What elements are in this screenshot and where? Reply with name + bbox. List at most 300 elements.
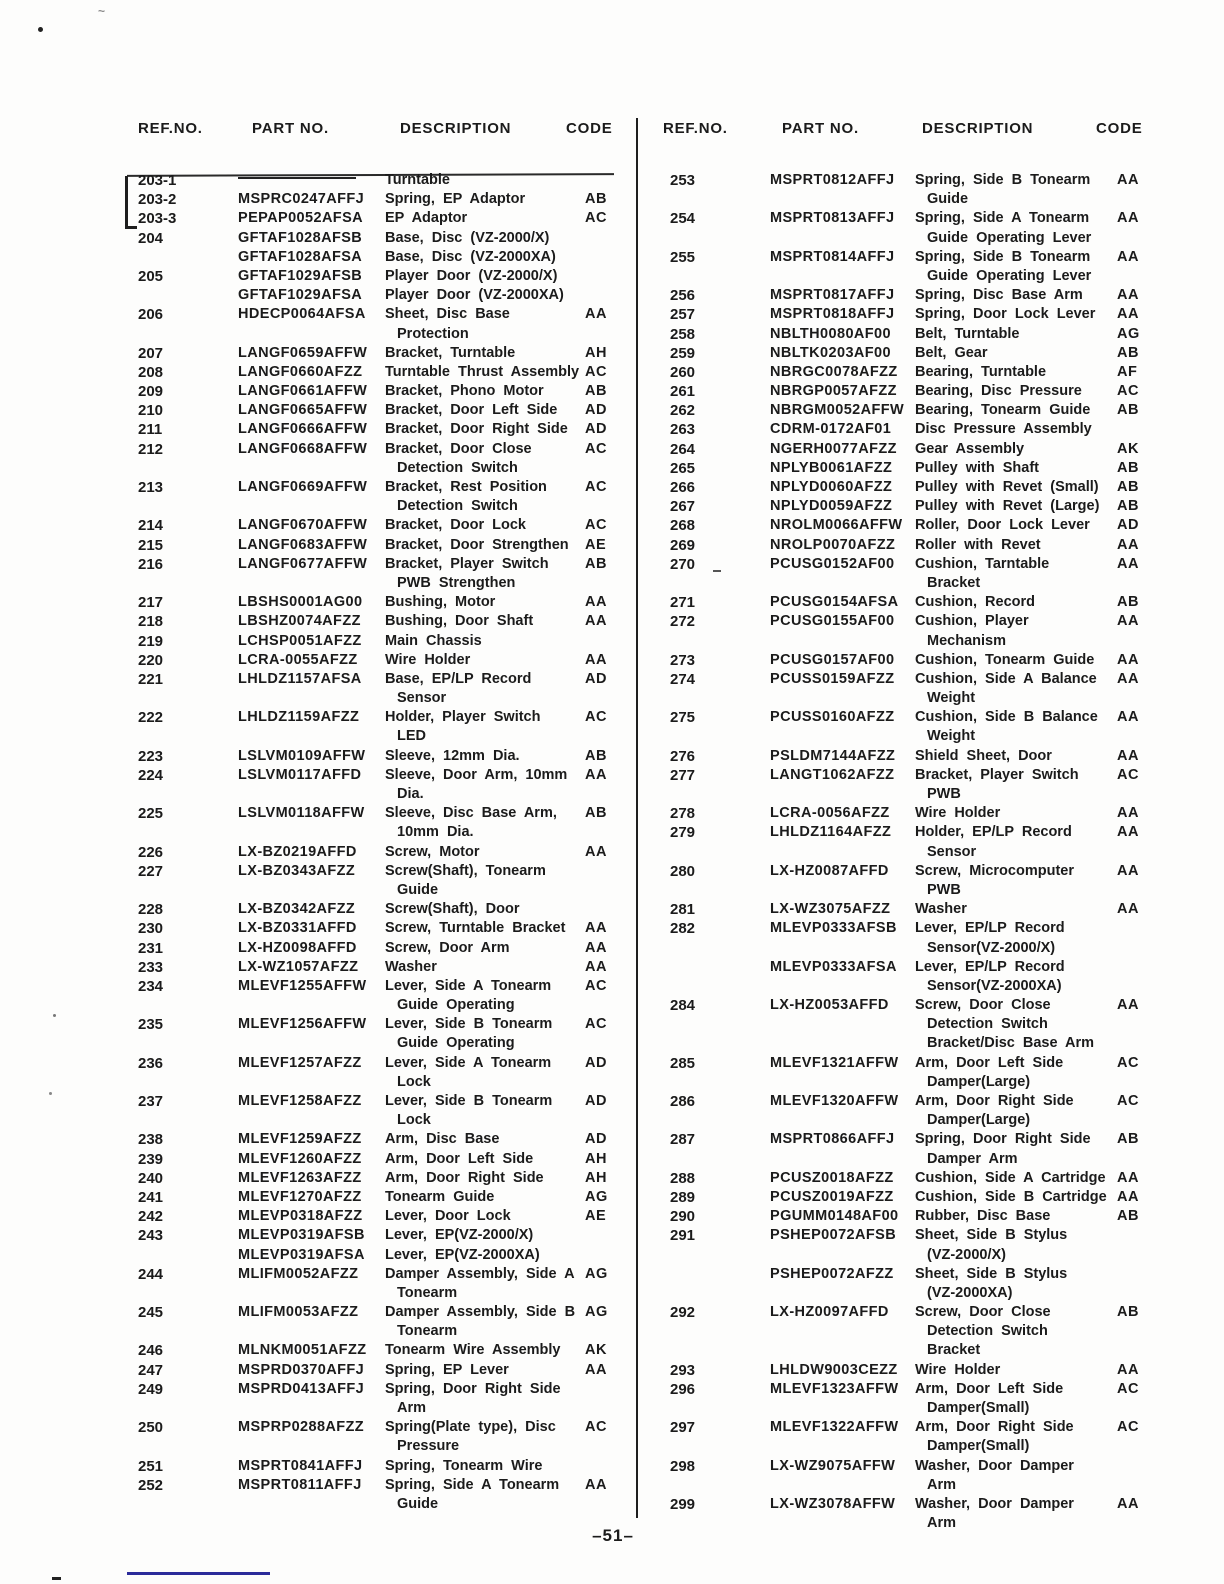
- table-row: [652, 785, 1144, 804]
- code-cell: [1117, 1073, 1144, 1092]
- ref-no-cell: 281: [670, 901, 696, 919]
- table-row: [127, 286, 614, 305]
- description-cell: Rubber, Disc Base: [915, 1208, 1051, 1225]
- table-row: [652, 823, 1144, 842]
- table-row: [652, 1399, 1144, 1418]
- ref-no-cell: [652, 1322, 770, 1341]
- description-cell: Damper(Small): [927, 1438, 1030, 1455]
- part-no-cell: [238, 1322, 385, 1341]
- code-cell: [585, 1437, 614, 1456]
- parts-table-left-column: [127, 171, 614, 1514]
- table-row: [652, 574, 1144, 593]
- ref-no-cell: [652, 1476, 770, 1495]
- part-no-cell: PCUSS0159AFZZ: [770, 670, 895, 687]
- ref-no-cell: [652, 843, 770, 862]
- code-cell: AB: [1117, 1304, 1139, 1321]
- description-cell: Pulley with Shaft: [915, 459, 1040, 476]
- part-no-cell: LBSHZ0074AFZZ: [238, 613, 361, 630]
- code-cell: AA: [1117, 862, 1139, 879]
- code-cell: AC: [585, 479, 607, 495]
- ref-no-cell: 278: [670, 805, 696, 823]
- table-row: [652, 555, 1144, 574]
- part-no-cell: LANGF0661AFFW: [238, 383, 368, 400]
- code-cell: AA: [585, 1361, 607, 1378]
- header-ref-no-right: REF.NO.: [663, 120, 728, 137]
- code-cell: [1117, 1476, 1144, 1495]
- ref-no-cell: 289: [670, 1188, 696, 1206]
- code-cell: [585, 1111, 614, 1130]
- table-row: [652, 1418, 1144, 1437]
- ref-no-cell: 290: [670, 1208, 696, 1226]
- part-no-cell: [238, 1111, 385, 1130]
- header-ref-no-left: REF.NO.: [138, 120, 203, 137]
- description-cell: Screw(Shaft), Door: [385, 901, 520, 918]
- code-cell: AA: [1117, 1169, 1139, 1186]
- parts-table-right-column: [652, 171, 1144, 1533]
- description-cell: Detection Switch: [397, 459, 518, 476]
- table-row: [127, 612, 614, 631]
- part-no-cell: PCUSG0152AF00: [770, 555, 895, 572]
- code-cell: AH: [585, 344, 607, 361]
- code-cell: AB: [1117, 498, 1139, 515]
- part-no-cell: MLEVF1322AFFW: [770, 1419, 899, 1436]
- part-no-cell: MLEVF1320AFFW: [770, 1093, 899, 1109]
- part-no-cell: PCUSS0160AFZZ: [770, 709, 895, 726]
- ref-no-cell: [127, 689, 238, 708]
- code-cell: [585, 1034, 614, 1053]
- table-row: [652, 1380, 1144, 1399]
- code-cell: [585, 459, 614, 478]
- ref-no-cell: 225: [138, 805, 164, 823]
- description-cell: Washer, Door Damper: [915, 1457, 1074, 1474]
- part-no-cell: MLEVP0319AFSB: [238, 1227, 365, 1244]
- table-row: [127, 267, 614, 286]
- description-cell: Weight: [927, 690, 976, 707]
- header-code-right: CODE: [1096, 120, 1143, 137]
- ref-no-cell: [127, 785, 238, 804]
- table-row: [127, 1303, 614, 1322]
- part-no-cell: LX-WZ3075AFZZ: [770, 901, 891, 918]
- table-row: [652, 1207, 1144, 1226]
- ref-no-cell: [127, 459, 238, 478]
- code-cell: [1117, 727, 1144, 746]
- ref-no-cell: 252: [138, 1476, 164, 1494]
- part-no-cell: [770, 1284, 915, 1303]
- code-cell: AA: [585, 843, 607, 860]
- description-cell: Washer, Door Damper: [915, 1495, 1074, 1512]
- ref-no-cell: 255: [670, 248, 696, 266]
- code-cell: [1117, 1322, 1144, 1341]
- code-cell: AC: [1117, 1054, 1139, 1071]
- code-cell: AC: [1117, 1419, 1139, 1436]
- ref-no-cell: 239: [138, 1150, 164, 1168]
- table-row: [127, 478, 614, 497]
- part-no-cell: [238, 823, 385, 842]
- description-cell: PWB Strengthen: [397, 574, 516, 591]
- part-no-cell: [770, 1015, 915, 1034]
- table-row: [652, 1322, 1144, 1341]
- code-cell: [1117, 1437, 1144, 1456]
- description-cell: EP Adaptor: [385, 210, 468, 227]
- part-no-cell: LHLDZ1159AFZZ: [238, 709, 360, 726]
- ref-no-cell: 206: [138, 306, 164, 324]
- code-cell: [585, 497, 614, 516]
- table-row: [127, 440, 614, 459]
- table-row: [127, 382, 614, 401]
- part-no-cell: [238, 325, 385, 344]
- code-cell: [1117, 1015, 1144, 1034]
- ref-no-cell: 285: [670, 1054, 696, 1072]
- code-cell: AA: [585, 613, 607, 630]
- code-cell: AG: [1117, 325, 1140, 342]
- code-cell: [585, 1457, 614, 1476]
- code-cell: [1117, 229, 1144, 248]
- code-cell: AG: [585, 1188, 608, 1205]
- part-no-cell: [770, 939, 915, 958]
- part-no-cell: LX-HZ0053AFFD: [770, 997, 889, 1014]
- table-row: [127, 555, 614, 574]
- part-no-cell: MLEVF1257AFZZ: [238, 1054, 362, 1071]
- ref-no-cell: 260: [670, 363, 696, 381]
- table-row: [127, 766, 614, 785]
- part-no-cell: PCUSZ0018AFZZ: [770, 1169, 894, 1186]
- table-row: [652, 363, 1144, 382]
- ref-no-cell: 267: [670, 498, 696, 516]
- code-cell: [1117, 267, 1144, 286]
- code-cell: AC: [585, 1016, 607, 1033]
- table-row: [127, 1265, 614, 1284]
- ref-no-cell: 274: [670, 670, 696, 688]
- code-cell: AA: [1117, 248, 1139, 265]
- part-no-cell: [238, 574, 385, 593]
- description-cell: Lock: [397, 1073, 431, 1090]
- ref-no-cell: 256: [670, 287, 696, 305]
- part-no-cell: LSLVM0117AFFD: [238, 766, 362, 783]
- part-no-cell: LCRA-0055AFZZ: [238, 651, 358, 668]
- part-no-cell: LX-WZ3078AFFW: [770, 1495, 896, 1512]
- code-cell: [585, 1073, 614, 1092]
- description-cell: Belt, Turntable: [915, 325, 1020, 342]
- table-row: [652, 420, 1144, 439]
- code-cell: AB: [1117, 1131, 1139, 1148]
- part-no-cell: MSPRD0370AFFJ: [238, 1361, 365, 1378]
- ref-no-cell: [652, 190, 770, 209]
- ref-no-cell: [652, 1265, 770, 1284]
- header-description-left: DESCRIPTION: [400, 120, 512, 137]
- description-cell: Washer: [915, 901, 967, 918]
- ref-no-cell: 253: [670, 172, 696, 189]
- description-cell: Wire Holder: [915, 1361, 1001, 1378]
- table-row: [652, 1092, 1144, 1111]
- code-cell: [1117, 1111, 1144, 1130]
- description-cell: Bracket, Player Switch: [385, 555, 549, 572]
- scan-squiggle-artifact: ~: [98, 4, 106, 18]
- description-cell: Spring, Side A Tonearm: [915, 210, 1090, 227]
- ref-no-cell: [127, 497, 238, 516]
- ref-no-cell: [127, 1399, 238, 1418]
- table-row: [652, 1073, 1144, 1092]
- table-row: [127, 1380, 614, 1399]
- description-cell: Arm, Door Left Side: [915, 1054, 1064, 1071]
- page-bottom-dash-artifact: [52, 1577, 61, 1580]
- description-cell: Main Chassis: [385, 632, 482, 649]
- code-cell: [585, 881, 614, 900]
- table-row: [652, 1111, 1144, 1130]
- table-row: [127, 1361, 614, 1380]
- code-cell: AA: [1117, 805, 1139, 822]
- description-cell: Tonearm Guide: [385, 1188, 495, 1205]
- description-cell: Pulley with Revet (Small): [915, 479, 1099, 495]
- table-row: [127, 1418, 614, 1437]
- code-cell: AB: [585, 383, 607, 400]
- code-cell: [585, 1322, 614, 1341]
- description-cell: Gear Assembly: [915, 440, 1025, 457]
- description-cell: Bearing, Turntable: [915, 363, 1047, 380]
- table-row: [652, 536, 1144, 555]
- table-row: [652, 1054, 1144, 1073]
- ref-no-cell: [652, 1437, 770, 1456]
- part-no-cell: LCHSP0051AFZZ: [238, 632, 362, 649]
- table-row: [652, 344, 1144, 363]
- part-no-cell: LSLVM0118AFFW: [238, 805, 365, 822]
- description-cell: Sensor(VZ-2000/X): [927, 939, 1056, 956]
- description-cell: Lever, EP(VZ-2000/X): [385, 1227, 534, 1244]
- ref-no-cell: 224: [138, 766, 164, 784]
- table-row: [652, 1457, 1144, 1476]
- code-cell: AC: [585, 1419, 607, 1436]
- code-cell: AD: [1117, 517, 1139, 534]
- description-cell: Belt, Gear: [915, 344, 988, 361]
- part-no-cell: GFTAF1029AFSB: [238, 267, 363, 284]
- ref-no-cell: 282: [670, 920, 696, 938]
- ref-no-cell: 203-1: [138, 172, 177, 189]
- code-cell: AD: [585, 1131, 607, 1148]
- description-cell: Bracket, Door Strengthen: [385, 536, 569, 553]
- code-cell: [1117, 919, 1144, 938]
- code-cell: [585, 267, 614, 286]
- table-row: [127, 1034, 614, 1053]
- code-cell: [585, 574, 614, 593]
- part-no-cell: [770, 1073, 915, 1092]
- part-no-cell: NGERH0077AFZZ: [770, 440, 897, 457]
- part-no-cell: LCRA-0056AFZZ: [770, 805, 890, 822]
- part-no-cell: MLEVF1255AFFW: [238, 977, 367, 994]
- ref-no-cell: 293: [670, 1361, 696, 1379]
- table-row: [127, 804, 614, 823]
- description-cell: Cushion, Tarntable: [915, 555, 1050, 572]
- part-no-cell: MLEVF1323AFFW: [770, 1380, 899, 1397]
- part-no-cell: [238, 1034, 385, 1053]
- part-no-cell: MLEVP0319AFSA: [238, 1246, 365, 1263]
- code-cell: AB: [585, 555, 607, 572]
- part-no-cell: MLNKM0051AFZZ: [238, 1342, 367, 1359]
- description-cell: Base, Disc (VZ-2000/X): [385, 229, 550, 246]
- description-cell: Spring, EP Lever: [385, 1361, 509, 1378]
- part-no-cell: NPLYD0060AFZZ: [770, 479, 893, 495]
- part-no-cell: [238, 727, 385, 746]
- code-cell: [585, 1226, 614, 1245]
- table-row: [127, 996, 614, 1015]
- ref-no-cell: [652, 958, 770, 977]
- ref-no-cell: 246: [138, 1342, 164, 1360]
- ref-no-cell: [652, 881, 770, 900]
- code-cell: [1117, 1150, 1144, 1169]
- table-row: [127, 632, 614, 651]
- description-cell: Base, EP/LP Record: [385, 670, 532, 687]
- table-row: [652, 171, 1144, 190]
- ref-no-cell: [127, 574, 238, 593]
- part-no-cell: LHLDZ1164AFZZ: [770, 824, 892, 841]
- part-no-cell: PSLDM7144AFZZ: [770, 747, 896, 764]
- code-cell: AA: [1117, 670, 1139, 687]
- ref-no-cell: 296: [670, 1380, 696, 1398]
- ref-no-cell: 266: [670, 479, 696, 496]
- description-cell: Bushing, Door Shaft: [385, 613, 534, 630]
- table-row: [652, 190, 1144, 209]
- part-no-cell: LX-BZ0342AFZZ: [238, 901, 356, 918]
- description-cell: Player Door (VZ-2000/X): [385, 267, 558, 284]
- part-no-cell: MSPRT0841AFFJ: [238, 1457, 363, 1474]
- description-cell: Arm, Disc Base: [385, 1131, 500, 1148]
- code-cell: AA: [1117, 824, 1139, 841]
- ref-no-cell: 272: [670, 613, 696, 631]
- ref-no-cell: 249: [138, 1380, 164, 1398]
- ref-no-cell: 247: [138, 1361, 164, 1379]
- ref-no-cell: 237: [138, 1093, 164, 1110]
- part-no-cell: [770, 689, 915, 708]
- code-cell: [585, 325, 614, 344]
- part-no-cell: MLIFM0052AFZZ: [238, 1265, 359, 1282]
- table-row: [127, 843, 614, 862]
- part-no-cell: [770, 977, 915, 996]
- part-no-cell: MLEVP0333AFSB: [770, 920, 897, 937]
- description-cell: Lever, EP/LP Record: [915, 920, 1065, 937]
- table-row: [652, 977, 1144, 996]
- code-cell: AE: [585, 536, 607, 553]
- description-cell: Holder, Player Switch: [385, 709, 541, 726]
- ref-no-cell: 299: [670, 1495, 696, 1513]
- description-cell: Roller, Door Lock Lever: [915, 517, 1090, 534]
- description-cell: LED: [397, 728, 426, 745]
- ref-no-cell: 251: [138, 1457, 164, 1475]
- table-row: [127, 977, 614, 996]
- code-cell: AA: [585, 306, 607, 323]
- code-cell: AA: [1117, 287, 1139, 304]
- code-cell: [1117, 190, 1144, 209]
- table-row: [652, 1284, 1144, 1303]
- ref-no-cell: 273: [670, 651, 696, 669]
- part-no-cell: LHLDZ1157AFSA: [238, 670, 362, 687]
- description-cell: Damper Arm: [927, 1150, 1018, 1167]
- table-row: [127, 823, 614, 842]
- part-no-cell: LX-HZ0098AFFD: [238, 939, 357, 956]
- description-cell: PWB: [927, 881, 961, 898]
- description-cell: Tonearm: [397, 1284, 458, 1301]
- part-no-cell: LX-BZ0219AFFD: [238, 843, 357, 860]
- code-cell: AA: [1117, 210, 1139, 227]
- code-cell: [585, 996, 614, 1015]
- code-cell: [1117, 785, 1144, 804]
- part-no-cell: MLEVF1256AFFW: [238, 1016, 367, 1033]
- code-cell: [1117, 1399, 1144, 1418]
- part-no-cell: [770, 267, 915, 286]
- code-cell: AA: [1117, 997, 1139, 1014]
- part-no-cell: LANGF0677AFFW: [238, 555, 368, 572]
- table-row: [127, 171, 614, 190]
- table-row: [127, 574, 614, 593]
- table-row: [127, 1457, 614, 1476]
- description-cell: Sheet, Side B Stylus: [915, 1265, 1068, 1282]
- code-cell: [585, 1246, 614, 1265]
- table-row: [127, 363, 614, 382]
- table-row: [652, 900, 1144, 919]
- table-row: [652, 440, 1144, 459]
- ref-no-cell: [652, 1341, 770, 1360]
- part-no-cell: [770, 229, 915, 248]
- part-no-cell: LHLDW9003CEZZ: [770, 1361, 898, 1378]
- table-row: [127, 325, 614, 344]
- part-no-cell: LANGF0659AFFW: [238, 344, 368, 361]
- ref-no-cell: [652, 689, 770, 708]
- ref-no-cell: 238: [138, 1131, 164, 1149]
- table-row: [652, 804, 1144, 823]
- code-cell: [585, 248, 614, 267]
- code-cell: [585, 823, 614, 842]
- ref-no-cell: [652, 1034, 770, 1053]
- part-no-cell: [770, 1341, 915, 1360]
- ref-no-cell: 203-3: [138, 210, 177, 228]
- table-row: [127, 958, 614, 977]
- code-cell: AK: [585, 1342, 607, 1359]
- table-row: [652, 593, 1144, 612]
- code-cell: [1117, 1341, 1144, 1360]
- header-code-left: CODE: [566, 120, 613, 137]
- code-cell: AA: [585, 920, 607, 937]
- table-row: [652, 1361, 1144, 1380]
- description-cell: 10mm Dia.: [397, 824, 474, 841]
- code-cell: AC: [585, 440, 607, 457]
- description-cell: Holder, EP/LP Record: [915, 824, 1072, 841]
- part-no-cell: LANGF0669AFFW: [238, 479, 368, 495]
- part-no-cell: [770, 1246, 915, 1265]
- description-cell: Wire Holder: [385, 651, 471, 668]
- description-cell: Damper Assembly, Side B: [385, 1304, 576, 1321]
- table-row: [127, 1495, 614, 1514]
- ref-no-cell: 210: [138, 402, 164, 420]
- ref-no-cell: 241: [138, 1188, 164, 1206]
- code-cell: [585, 229, 614, 248]
- ref-no-cell: 230: [138, 920, 164, 938]
- description-cell: Guide: [397, 1495, 439, 1512]
- description-cell: Bracket, Door Left Side: [385, 402, 558, 419]
- description-cell: Dia.: [397, 786, 424, 802]
- ref-no-cell: 275: [670, 709, 696, 727]
- description-cell: Screw, Microcomputer: [915, 862, 1074, 879]
- code-cell: [1117, 1246, 1144, 1265]
- ref-no-cell: [652, 1284, 770, 1303]
- scan-speck-artifact: [53, 1014, 56, 1017]
- part-no-cell: [770, 632, 915, 651]
- code-cell: AD: [585, 1054, 607, 1071]
- part-no-cell: PGUMM0148AF00: [770, 1208, 899, 1225]
- table-row: [127, 1015, 614, 1034]
- description-cell: Spring, Door Right Side: [915, 1131, 1091, 1148]
- ref-no-cell: [652, 1399, 770, 1418]
- part-no-cell: NBRGP0057AFZZ: [770, 383, 897, 400]
- description-cell: Wire Holder: [915, 805, 1001, 822]
- code-cell: AC: [585, 977, 607, 994]
- description-cell: Screw, Door Arm: [385, 939, 510, 956]
